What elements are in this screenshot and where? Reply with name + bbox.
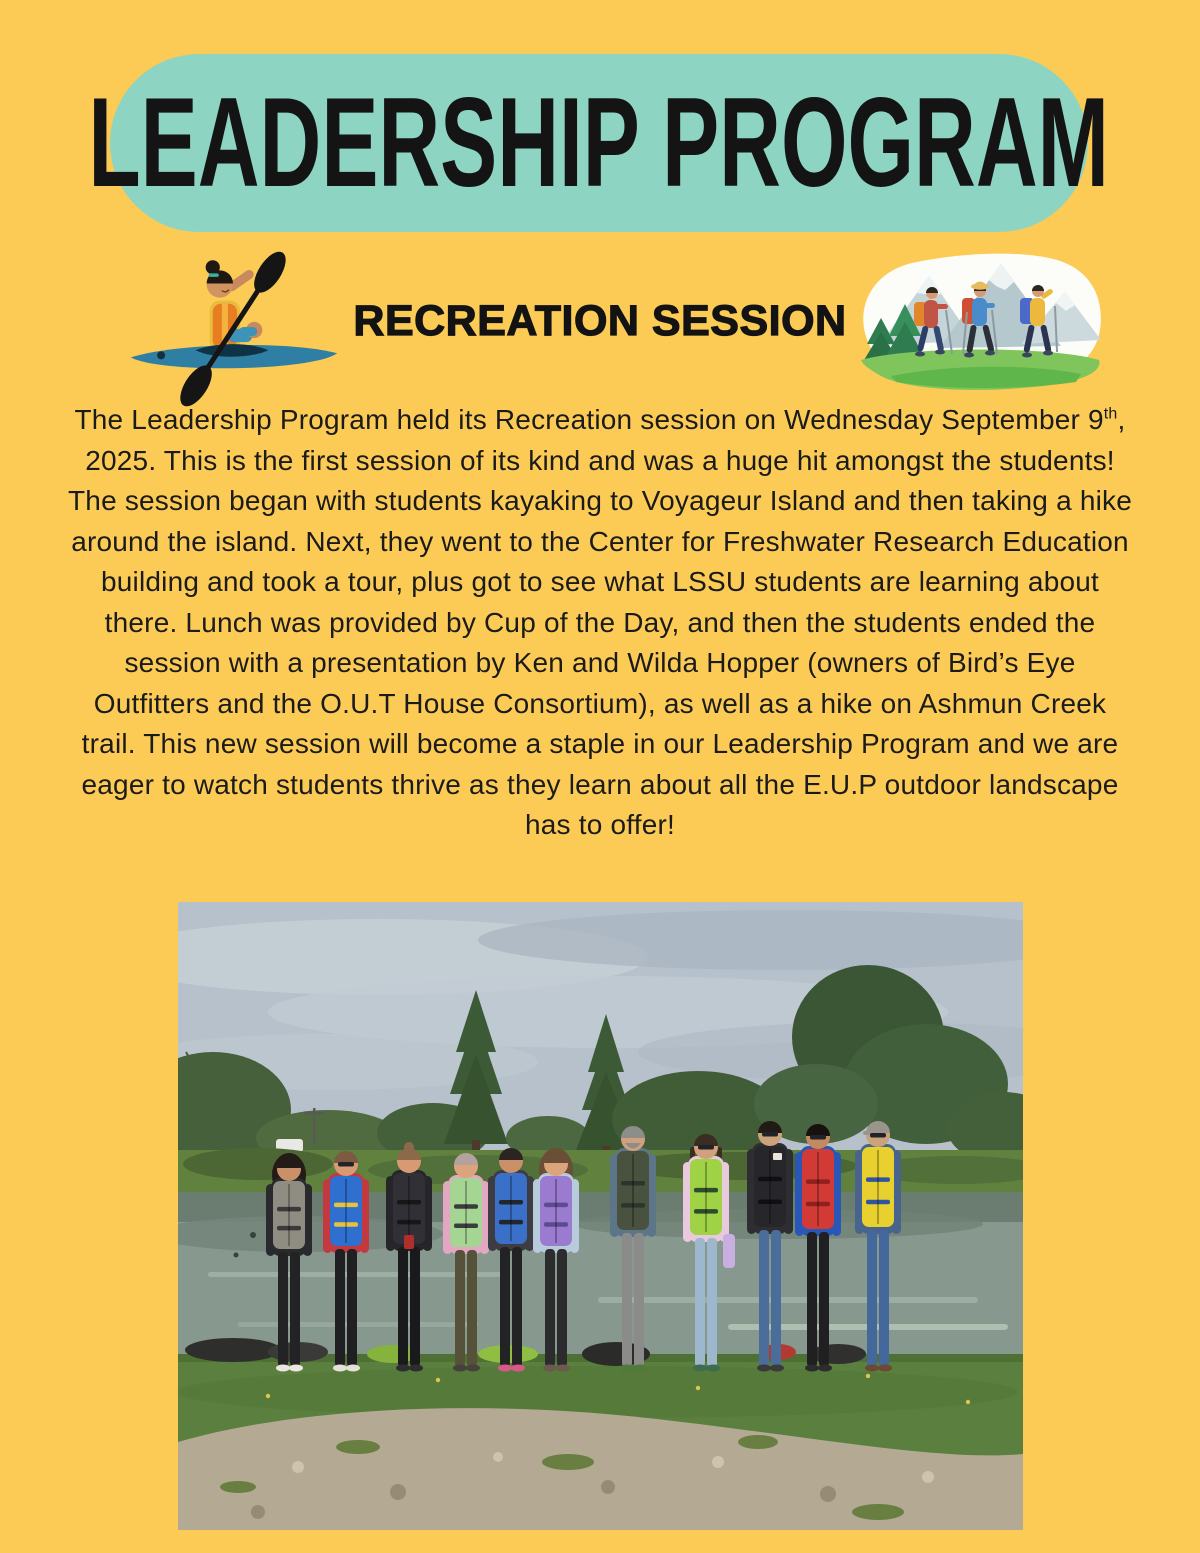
page-title: LEADERSHIP PROGRAM (88, 72, 1110, 214)
section-title: RECREATION SESSION (353, 297, 847, 345)
article-text-start: The Leadership Program held its Recreation session on Wednesday September 9 (74, 404, 1104, 435)
article-paragraph (64, 400, 1136, 846)
title-banner (88, 54, 1110, 232)
hikers-illustration-svg (850, 248, 1108, 398)
group-photo (178, 902, 1023, 1530)
article-text-end: , 2025. This is the first session of its kind and was a huge hit amongst the students! The session began with students kayaking to Voyageur Island and then taking a hike around the island. Next, they went to the Center for Freshwater Research Education building and took a tour, plus got to see what LSSU students are learning about there. Lunch was provided by Cup of the Day, and then the students ended the session with a presentation by Ken and Wilda Hopper (owners of Bird’s Eye Outfitters and the O.U.T House Consortium), as well as a hike on Ashmun Creek trail. This new session will become a staple in our Leadership Program and we are eager to watch students thrive as they learn about all the E.U.P outdoor landscape has to offer! (68, 404, 1132, 840)
date-ordinal-superscript: th (1103, 405, 1118, 423)
photo-scene (178, 902, 1023, 1530)
hikers-icon (850, 248, 1108, 398)
